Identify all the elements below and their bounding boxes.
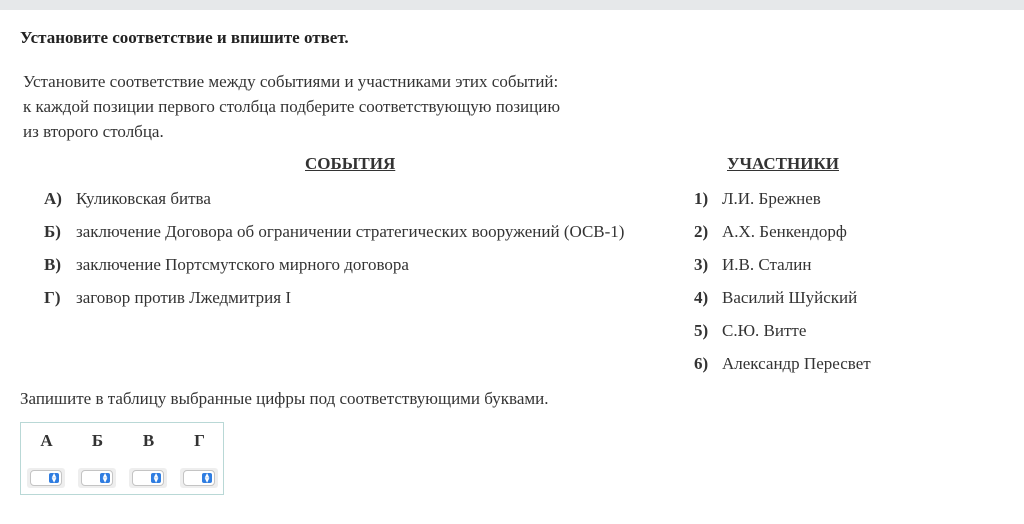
- task-instructions: [23, 69, 643, 144]
- events-column-title: СОБЫТИЯ: [305, 154, 396, 173]
- participant-item: [694, 321, 806, 341]
- participant-label: 1): [694, 189, 709, 208]
- answer-table: [20, 422, 224, 495]
- event-text: заключение Договора об ограничении стратегических вооружений (ОСВ-1): [76, 222, 625, 241]
- select-box[interactable]: [81, 470, 113, 486]
- participant-label: 3): [694, 255, 709, 274]
- answer-column-header: Г: [194, 431, 205, 450]
- event-text: Куликовская битва: [76, 189, 211, 208]
- answer-column-header: А: [40, 431, 53, 450]
- event-item: [44, 222, 624, 242]
- event-label: В): [44, 255, 61, 274]
- chevron-updown-icon: ▲ ▼: [151, 473, 161, 483]
- select-box[interactable]: [30, 470, 62, 486]
- participant-text: Василий Шуйский: [722, 288, 858, 307]
- answer-select-a[interactable]: [27, 468, 65, 488]
- chevron-updown-icon: ▲ ▼: [49, 473, 59, 483]
- participant-text: И.В. Сталин: [722, 255, 812, 274]
- event-item: [44, 189, 211, 209]
- event-label: Б): [44, 222, 61, 241]
- participant-label: 5): [694, 321, 709, 340]
- event-label: А): [44, 189, 62, 208]
- select-box[interactable]: [183, 470, 215, 486]
- event-text: заключение Портсмутского мирного договора: [76, 255, 409, 274]
- answer-select-g[interactable]: [180, 468, 218, 488]
- instruction-line: из второго столбца.: [23, 122, 164, 141]
- participant-text: Л.И. Брежнев: [722, 189, 821, 208]
- event-item: [44, 288, 291, 308]
- participant-text: А.Х. Бенкендорф: [722, 222, 847, 241]
- chevron-updown-icon: ▲ ▼: [202, 473, 212, 483]
- answer-select-v[interactable]: [129, 468, 167, 488]
- task-heading: Установите соответствие и впишите ответ.: [20, 28, 349, 47]
- participant-item: [694, 189, 821, 209]
- event-item: [44, 255, 409, 275]
- participant-text: С.Ю. Витте: [722, 321, 807, 340]
- instruction-line: Установите соответствие между событиями и участниками этих событий:: [23, 72, 559, 91]
- answer-column-header: Б: [91, 431, 104, 450]
- participant-item: [694, 288, 857, 308]
- participant-label: 2): [694, 222, 709, 241]
- answer-select-b[interactable]: [78, 468, 116, 488]
- event-text: заговор против Лжедмитрия I: [76, 288, 291, 307]
- select-box[interactable]: [132, 470, 164, 486]
- instruction-line: к каждой позиции первого столбца подберите соответствующую позицию: [23, 97, 561, 116]
- participant-label: 4): [694, 288, 709, 307]
- chevron-updown-icon: ▲ ▼: [100, 473, 110, 483]
- event-label: Г): [44, 288, 61, 307]
- answer-prompt: Запишите в таблицу выбранные цифры под соответствующими буквами.: [20, 389, 549, 408]
- participant-item: [694, 354, 871, 374]
- participant-label: 6): [694, 354, 709, 373]
- participant-text: Александр Пересвет: [722, 354, 871, 373]
- participants-column-title: УЧАСТНИКИ: [727, 154, 839, 173]
- answer-column-header: В: [142, 431, 155, 450]
- participant-item: [694, 222, 847, 242]
- participant-item: [694, 255, 812, 275]
- top-bar: [0, 0, 1024, 10]
